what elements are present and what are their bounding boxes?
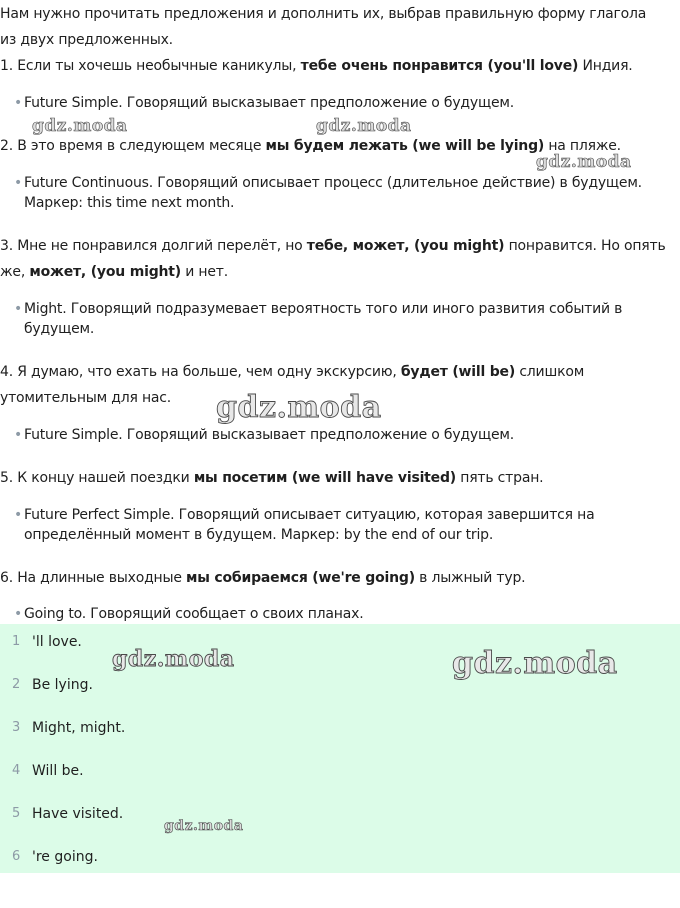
- watermark: gdz.moda: [316, 116, 412, 136]
- watermark: gdz.moda: [536, 152, 632, 172]
- sentence-3: 3. Мне не понравился долгий перелёт, но тебе, может, (you might) понравится. Но опять: [0, 238, 666, 254]
- sentence-3-cont: же, может, (you might) и нет.: [0, 264, 228, 280]
- sentence-1: 1. Если ты хочешь необычные каникулы, тебе очень понравится (you'll love) Индия.: [0, 58, 633, 74]
- answers-block: 1 'll love. 2 Be lying. 3 Might, might. 4 Will be. 5 Have visited. 6 're going.: [0, 624, 680, 873]
- sentence-2: 2. В это время в следующем месяце мы будем лежать (we will be lying) на пляже.: [0, 138, 621, 154]
- bullet-icon: •: [14, 427, 23, 443]
- watermark: gdz.moda: [164, 818, 244, 834]
- sentence-4: 4. Я думаю, что ехать на больше, чем одну экскурсию, будет (will be) слишком: [0, 364, 585, 380]
- bullet-icon: •: [14, 175, 23, 191]
- bullet-icon: •: [14, 606, 23, 622]
- intro-line-2: из двух предложенных.: [0, 32, 173, 48]
- bullet-icon: •: [14, 95, 23, 111]
- intro-line-1: Нам нужно прочитать предложения и дополнить их, выбрав правильную форму глагола: [0, 6, 647, 22]
- sentence-4-cont: утомительным для нас.: [0, 390, 172, 406]
- bullet-icon: •: [14, 507, 23, 523]
- sentence-5: 5. К концу нашей поездки мы посетим (we will have visited) пять стран.: [0, 470, 544, 486]
- watermark: gdz.moda: [216, 390, 382, 425]
- watermark: gdz.moda: [452, 646, 618, 681]
- watermark: gdz.moda: [112, 646, 235, 672]
- sentence-6: 6. На длинные выходные мы собираемся (we're going) в лыжный тур.: [0, 570, 526, 586]
- watermark: gdz.moda: [32, 116, 128, 136]
- bullet-icon: •: [14, 301, 23, 317]
